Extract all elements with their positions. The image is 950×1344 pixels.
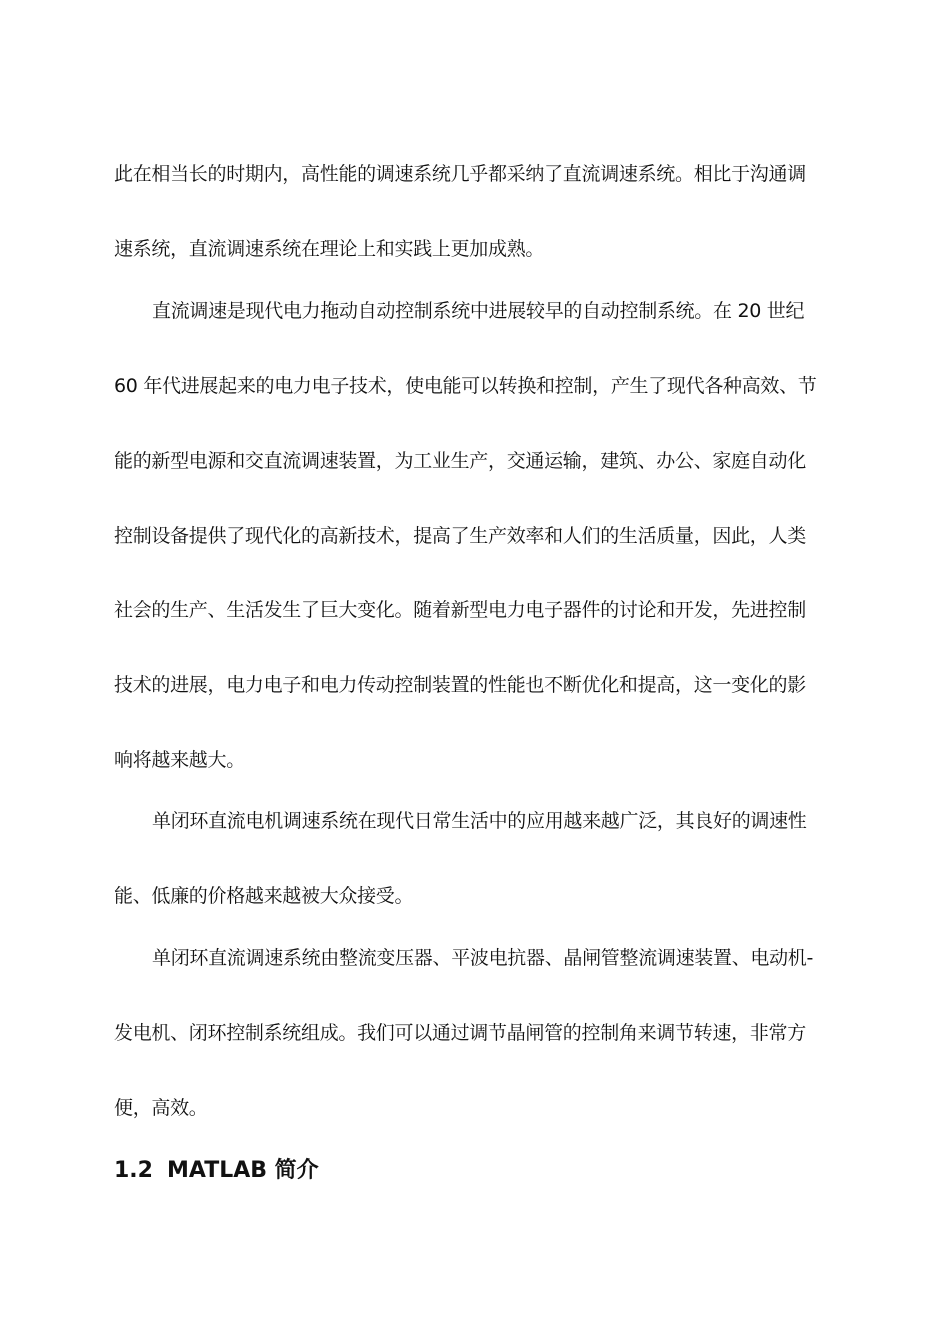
paragraph-line: 技术的进展，电力电子和电力传动控制装置的性能也不断优化和提高，这一变化的影 — [114, 674, 806, 696]
section-heading — [114, 1157, 319, 1185]
paragraph-line: 单闭环直流电机调速系统在现代日常生活中的应用越来越广泛，其良好的调速性 — [152, 810, 807, 832]
section-number: 1.2 — [114, 1158, 153, 1183]
paragraph-line: 直流调速是现代电力拖动自动控制系统中进展较早的自动控制系统。在 20 世纪 — [152, 300, 805, 322]
paragraph-line: 便，高效。 — [114, 1097, 208, 1119]
paragraph-line: 此在相当长的时期内，高性能的调速系统几乎都采纳了直流调速系统。相比于沟通调 — [114, 163, 806, 185]
paragraph-line: 发电机、闭环控制系统组成。我们可以通过调节晶闸管的控制角来调节转速，非常方 — [114, 1022, 806, 1044]
paragraph-line: 能的新型电源和交直流调速装置，为工业生产，交通运输，建筑、办公、家庭自动化 — [114, 450, 806, 472]
section-title: MATLAB 简介 — [166, 1158, 319, 1183]
paragraph-line: 单闭环直流调速系统由整流变压器、平波电抗器、晶闸管整流调速装置、电动机- — [152, 947, 814, 969]
paragraph-line: 60 年代进展起来的电力电子技术，使电能可以转换和控制，产生了现代各种高效、节 — [114, 375, 817, 397]
paragraph-line: 社会的生产、生活发生了巨大变化。随着新型电力电子器件的讨论和开发，先进控制 — [114, 599, 806, 621]
paragraph-line: 速系统，直流调速系统在理论上和实践上更加成熟。 — [114, 238, 545, 260]
paragraph-line: 控制设备提供了现代化的高新技术，提高了生产效率和人们的生活质量，因此，人类 — [114, 525, 806, 547]
paragraph-line: 能、低廉的价格越来越被大众接受。 — [114, 885, 414, 907]
paragraph-line: 响将越来越大。 — [114, 749, 245, 771]
